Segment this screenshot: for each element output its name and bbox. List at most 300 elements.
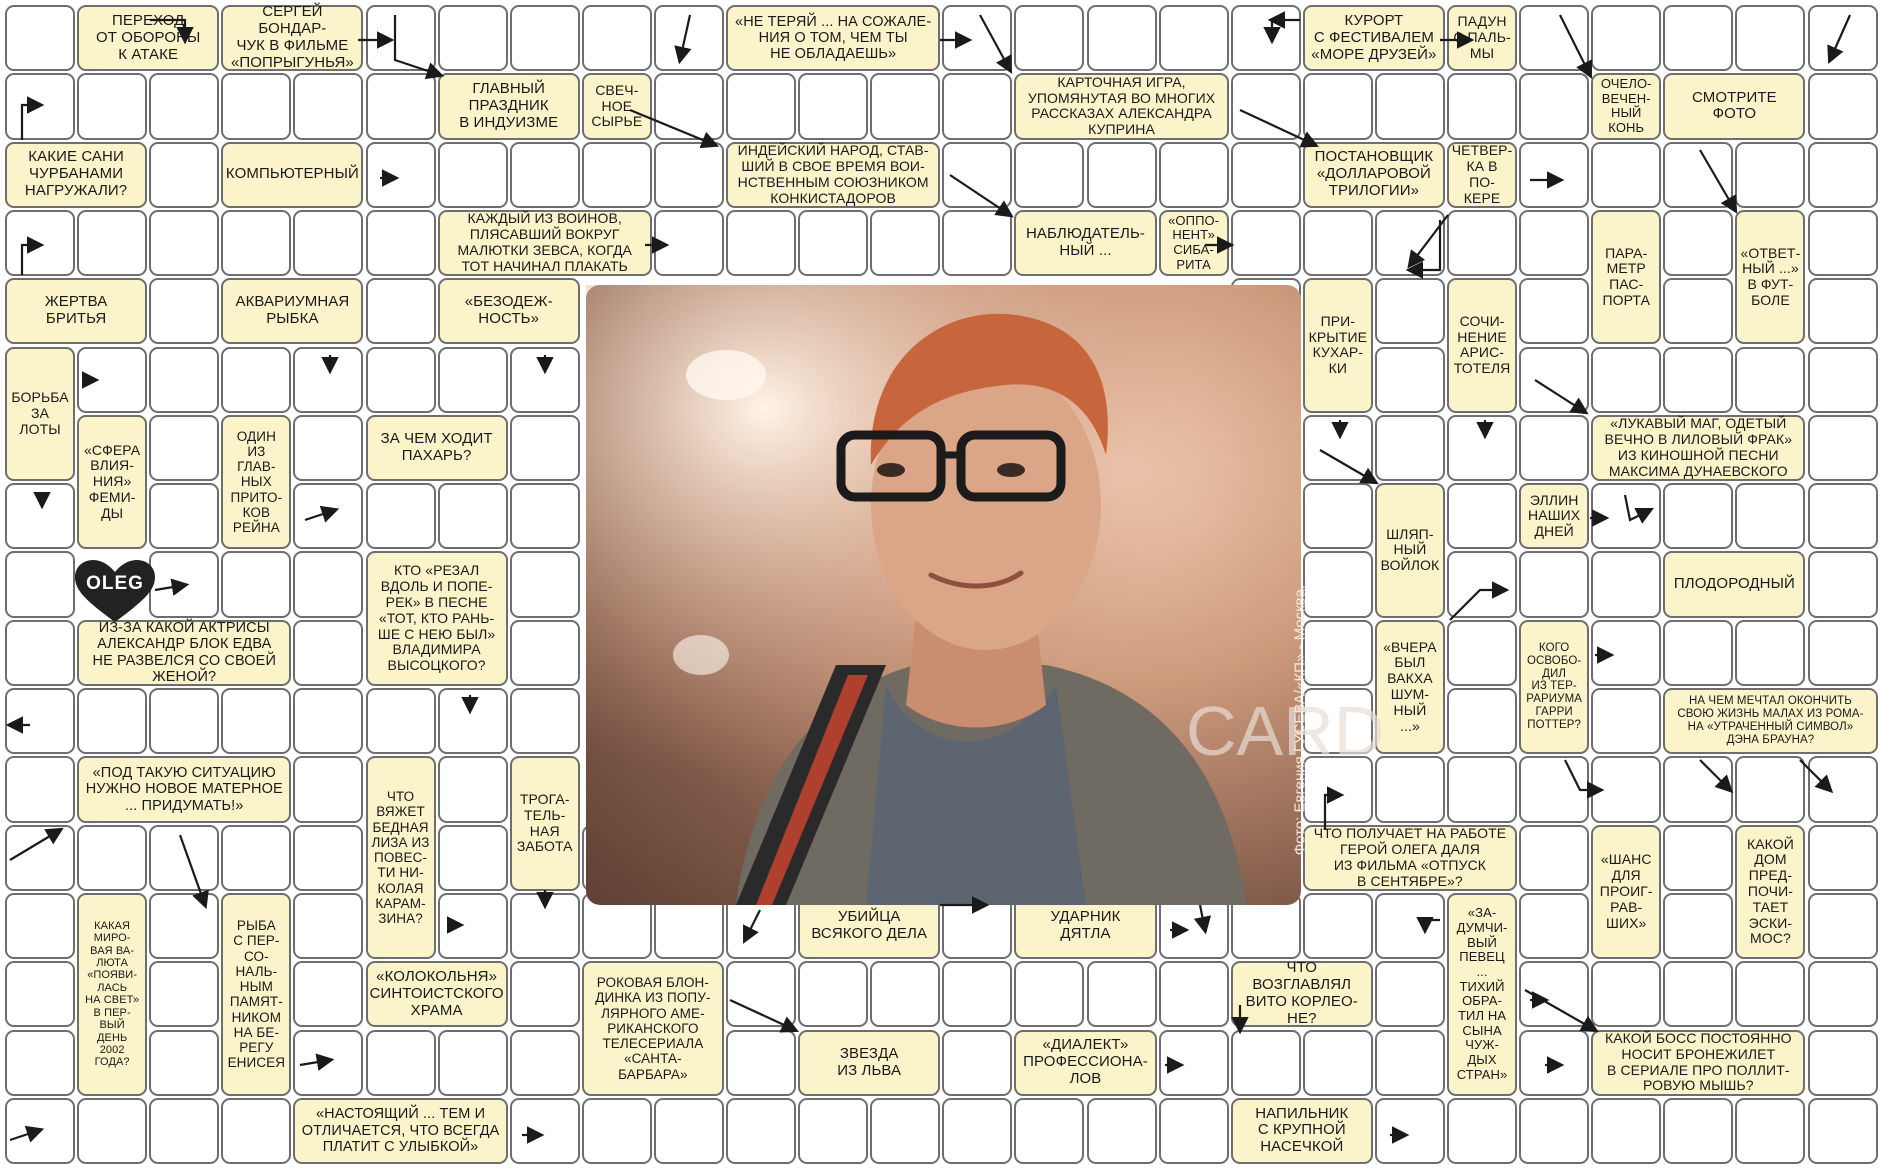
answer-cell[interactable] (1447, 415, 1517, 481)
answer-cell[interactable] (510, 620, 580, 686)
answer-cell[interactable] (1303, 210, 1373, 276)
answer-cell[interactable] (654, 1098, 724, 1164)
answer-cell[interactable] (1303, 893, 1373, 959)
answer-cell[interactable] (438, 825, 508, 891)
answer-cell[interactable] (654, 73, 724, 139)
answer-cell[interactable] (942, 961, 1012, 1027)
answer-cell[interactable] (1735, 483, 1805, 549)
clue-shlyapny (1375, 483, 1445, 618)
clue-text: КАКОЙ ДОМ ПРЕД- ПОЧИ- ТАЕТ ЭСКИ- МОС? (1746, 835, 1794, 947)
clue-text: КУРОРТ С ФЕСТИВАЛЕМ «МОРЕ ДРУЗЕЙ» (1311, 11, 1437, 63)
answer-cell[interactable] (1303, 415, 1373, 481)
clue-text: РЫБА С ПЕР- СО- НАЛЬ- НЫМ ПАМЯТ- НИКОМ НА БЕ- РЕГУ ЕНИСЕЯ (227, 918, 286, 1071)
clue-text: ПРИ- КРЫТИЕ КУХАР- КИ (1308, 312, 1368, 377)
answer-cell[interactable] (293, 210, 363, 276)
answer-cell[interactable] (1591, 620, 1661, 686)
answer-cell[interactable] (1808, 5, 1878, 71)
answer-cell[interactable] (1519, 825, 1589, 891)
answer-cell[interactable] (77, 825, 147, 891)
clue-ne-teryai (726, 5, 940, 71)
answer-cell[interactable] (1447, 1098, 1517, 1164)
answer-cell[interactable] (1808, 551, 1878, 617)
answer-cell[interactable] (1735, 347, 1805, 413)
answer-cell[interactable] (1591, 142, 1661, 208)
clue-na-chem-mechtal (1663, 688, 1877, 754)
answer-cell[interactable] (149, 688, 219, 754)
answer-cell[interactable] (726, 961, 796, 1027)
answer-cell[interactable] (221, 1098, 291, 1164)
answer-cell[interactable] (510, 142, 580, 208)
answer-cell[interactable] (1808, 347, 1878, 413)
clue-text: ТРОГА- ТЕЛЬ- НАЯ ЗАБОТА (516, 790, 573, 855)
answer-cell[interactable] (366, 1030, 436, 1096)
answer-cell[interactable] (293, 688, 363, 754)
clue-text: «ШАНС ДЛЯ ПРОИГ- РАВ- ШИХ» (1599, 851, 1653, 931)
answer-cell[interactable] (942, 142, 1012, 208)
clue-kogo-osvobodil (1519, 620, 1589, 755)
answer-cell[interactable] (1303, 483, 1373, 549)
clue-nastoyashchy (293, 1098, 507, 1164)
clue-text: УДАРНИК ДЯТЛА (1050, 908, 1121, 943)
clue-text: «ЛУКАВЫЙ МАГ, ОДЕТЫЙ ВЕЧНО В ЛИЛОВЫЙ ФРАК» ИЗ КИНОШНОЙ ПЕСНИ МАКСИМА ДУНАЕВСКОГО (1604, 415, 1793, 479)
clue-text: НАПИЛЬНИК С КРУПНОЙ НАСЕЧКОЙ (1255, 1104, 1349, 1156)
clue-za-chem (366, 415, 508, 481)
answer-cell[interactable] (1735, 756, 1805, 822)
answer-cell[interactable] (77, 73, 147, 139)
answer-cell[interactable] (293, 1030, 363, 1096)
answer-cell[interactable] (1375, 893, 1445, 959)
answer-cell[interactable] (1808, 142, 1878, 208)
answer-cell[interactable] (438, 347, 508, 413)
answer-cell[interactable] (366, 142, 436, 208)
answer-cell[interactable] (1808, 620, 1878, 686)
answer-cell[interactable] (5, 210, 75, 276)
clue-indeisky (726, 142, 940, 208)
answer-cell[interactable] (77, 688, 147, 754)
answer-cell[interactable] (1375, 756, 1445, 822)
clue-bezodezhnost (438, 278, 580, 344)
clue-text: СЕРГЕЙ БОНДАР- ЧУК В ФИЛЬМЕ «ПОПРЫГУНЬЯ» (230, 3, 354, 72)
answer-cell[interactable] (366, 278, 436, 344)
answer-cell[interactable] (1735, 961, 1805, 1027)
answer-cell[interactable] (1808, 961, 1878, 1027)
answer-cell[interactable] (293, 756, 363, 822)
clue-text: КАРТОЧНАЯ ИГРА, УПОМЯНУТАЯ ВО МНОГИХ РАССКАЗАХ АЛЕКСАНДРА КУПРИНА (1027, 73, 1216, 138)
answer-cell[interactable] (293, 483, 363, 549)
clue-text: «НАСТОЯЩИЙ ... ТЕМ И ОТЛИЧАЕТСЯ, ЧТО ВСЕГДА ПЛАТИТ С УЛЫБКОЙ» (301, 1106, 500, 1156)
answer-cell[interactable] (366, 688, 436, 754)
answer-cell[interactable] (1663, 347, 1733, 413)
clue-nablyudatelny (1014, 210, 1156, 276)
answer-cell[interactable] (293, 893, 363, 959)
clue-zadumchivy (1447, 893, 1517, 1096)
answer-cell[interactable] (1591, 688, 1661, 754)
clue-otvetny (1735, 210, 1805, 345)
clue-trogatelnaya (510, 756, 580, 891)
clue-text: КТО «РЕЗАЛ ВДОЛЬ И ПОПЕ- РЕК» В ПЕСНЕ «ТОТ, КТО РАНЬ- ШЕ С НЕЮ БЫЛ» ВЛАДИМИРА ВЫСОЦКОГО? (377, 562, 496, 674)
answer-cell[interactable] (221, 347, 291, 413)
clue-text: ПАДУН С ПАЛЬ- МЫ (1453, 13, 1511, 62)
answer-cell[interactable] (1735, 1098, 1805, 1164)
clue-rokovaya (582, 961, 724, 1096)
answer-cell[interactable] (1159, 1098, 1229, 1164)
answer-cell[interactable] (870, 210, 940, 276)
answer-cell[interactable] (1303, 1030, 1373, 1096)
answer-cell[interactable] (149, 483, 219, 549)
answer-cell[interactable] (1231, 5, 1301, 71)
answer-cell[interactable] (1375, 73, 1445, 139)
answer-cell[interactable] (1519, 278, 1589, 344)
answer-cell[interactable] (1087, 142, 1157, 208)
photo-credit: Фото: Евгения ГУСЕВА/«КП» - Москва. (1291, 585, 1308, 856)
answer-cell[interactable] (726, 1098, 796, 1164)
answer-cell[interactable] (293, 620, 363, 686)
answer-cell[interactable] (510, 347, 580, 413)
answer-cell[interactable] (5, 483, 75, 549)
clue-text: «ВЧЕРА БЫЛ ВАКХА ШУМ- НЫЙ ...» (1383, 638, 1437, 734)
answer-cell[interactable] (1663, 5, 1733, 71)
clue-dialekt (1014, 1030, 1156, 1096)
answer-cell[interactable] (77, 1098, 147, 1164)
answer-cell[interactable] (870, 1098, 940, 1164)
answer-cell[interactable] (1447, 483, 1517, 549)
answer-cell[interactable] (5, 961, 75, 1027)
answer-cell[interactable] (1014, 1098, 1084, 1164)
clue-ellin (1519, 483, 1589, 549)
clue-kakoy-boss (1591, 1030, 1805, 1096)
answer-cell[interactable] (1303, 73, 1373, 139)
answer-cell[interactable] (1591, 483, 1661, 549)
answer-cell[interactable] (1375, 210, 1445, 276)
answer-cell[interactable] (798, 961, 868, 1027)
clue-perekhod (77, 5, 219, 71)
clue-text: ПАРА- МЕТР ПАС- ПОРТА (1602, 244, 1651, 308)
clue-text: БОРЬБА ЗА ЛОТЫ (11, 389, 69, 437)
oleg-logo (75, 560, 155, 624)
answer-cell[interactable] (1447, 210, 1517, 276)
clue-kartochnaya (1014, 73, 1228, 139)
answer-cell[interactable] (1663, 961, 1733, 1027)
answer-cell[interactable] (149, 210, 219, 276)
answer-cell[interactable] (654, 210, 724, 276)
clue-text: «ОТВЕТ- НЫЙ ...» В ФУТ- БОЛЕ (1740, 244, 1801, 308)
answer-cell[interactable] (1519, 5, 1589, 71)
answer-cell[interactable] (1663, 620, 1733, 686)
clue-opponent (1159, 210, 1229, 276)
clue-text: «ЗА- ДУМЧИ- ВЫЙ ПЕВЕЦ ... ТИХИЙ ОБРА- ТИЛ НА СЫНА ЧУЖ- ДЫХ СТРАН» (1456, 905, 1508, 1082)
clue-napilnik (1231, 1098, 1373, 1164)
clue-vchera (1375, 620, 1445, 755)
answer-cell[interactable] (5, 893, 75, 959)
answer-cell[interactable] (149, 551, 219, 617)
answer-cell[interactable] (149, 1030, 219, 1096)
answer-cell[interactable] (1808, 415, 1878, 481)
answer-cell[interactable] (1159, 1030, 1229, 1096)
answer-cell[interactable] (1519, 893, 1589, 959)
answer-cell[interactable] (1663, 483, 1733, 549)
clue-postanovshchik (1303, 142, 1445, 208)
clue-text: «БЕЗОДЕЖ- НОСТЬ» (464, 293, 553, 328)
clue-zhertva (5, 278, 147, 344)
clue-text: ПЕРЕХОД ОТ ОБОРОНЫ К АТАКЕ (95, 11, 201, 63)
answer-cell[interactable] (1519, 415, 1589, 481)
answer-cell[interactable] (438, 1030, 508, 1096)
answer-cell[interactable] (1519, 551, 1589, 617)
answer-cell[interactable] (582, 1098, 652, 1164)
answer-cell[interactable] (1808, 73, 1878, 139)
answer-cell[interactable] (1735, 142, 1805, 208)
clue-kakaya-valyuta (77, 893, 147, 1096)
answer-cell[interactable] (1231, 73, 1301, 139)
answer-cell[interactable] (366, 347, 436, 413)
answer-cell[interactable] (1447, 73, 1517, 139)
answer-cell[interactable] (149, 825, 219, 891)
answer-cell[interactable] (1375, 347, 1445, 413)
clue-text: ОДИН ИЗ ГЛАВ- НЫХ ПРИТО- КОВ РЕЙНА (230, 428, 283, 536)
answer-cell[interactable] (798, 73, 868, 139)
answer-cell[interactable] (1519, 142, 1589, 208)
clue-text: КОГО ОСВОБО- ДИЛ ИЗ ТЕР- РАРИУМА ГАРРИ ПОТТЕР? (1526, 641, 1583, 732)
answer-cell[interactable] (221, 551, 291, 617)
answer-cell[interactable] (1014, 5, 1084, 71)
answer-cell[interactable] (1663, 1098, 1733, 1164)
answer-cell[interactable] (77, 210, 147, 276)
answer-cell[interactable] (1447, 756, 1517, 822)
answer-cell[interactable] (438, 893, 508, 959)
clue-text: КОМПЬЮТЕРНЫЙ (225, 165, 359, 183)
answer-cell[interactable] (1808, 825, 1878, 891)
answer-cell[interactable] (438, 483, 508, 549)
answer-cell[interactable] (1663, 756, 1733, 822)
answer-cell[interactable] (510, 415, 580, 481)
answer-cell[interactable] (726, 73, 796, 139)
clue-plodorodny (1663, 551, 1805, 617)
clue-borba (5, 347, 75, 482)
answer-cell[interactable] (510, 1030, 580, 1096)
answer-cell[interactable] (149, 1098, 219, 1164)
oleg-logo-text: OLEG (86, 573, 144, 594)
answer-cell[interactable] (149, 73, 219, 139)
answer-cell[interactable] (5, 73, 75, 139)
answer-cell[interactable] (1519, 961, 1589, 1027)
clue-text: АКВАРИУМНАЯ РЫБКА (235, 293, 350, 328)
answer-cell[interactable] (149, 347, 219, 413)
answer-cell[interactable] (149, 893, 219, 959)
answer-cell[interactable] (438, 142, 508, 208)
answer-cell[interactable] (942, 5, 1012, 71)
clue-text: ИЗ-ЗА КАКОЙ АКТРИСЫ АЛЕКСАНДР БЛОК ЕДВА НЕ РАЗВЕЛСЯ СО СВОЕЙ ЖЕНОЙ? (92, 620, 276, 686)
answer-cell[interactable] (149, 415, 219, 481)
answer-cell[interactable] (293, 825, 363, 891)
answer-cell[interactable] (5, 756, 75, 822)
answer-cell[interactable] (870, 961, 940, 1027)
clue-kolokolnya (366, 961, 508, 1027)
clue-sochinenie (1447, 278, 1517, 413)
answer-cell[interactable] (1808, 1098, 1878, 1164)
answer-cell[interactable] (1591, 347, 1661, 413)
clue-text: КАКАЯ МИРО- ВАЯ ВА- ЛЮТА «ПОЯВИ- ЛАСЬ НА СВЕТ» В ПЕР- ВЫЙ ДЕНЬ 2002 ГОДА? (85, 919, 140, 1069)
answer-cell[interactable] (221, 73, 291, 139)
answer-cell[interactable] (1519, 210, 1589, 276)
answer-cell[interactable] (221, 210, 291, 276)
answer-cell[interactable] (5, 5, 75, 71)
answer-cell[interactable] (1735, 5, 1805, 71)
answer-cell[interactable] (1519, 1030, 1589, 1096)
answer-cell[interactable] (1591, 756, 1661, 822)
clue-text: СОЧИ- НЕНИЕ АРИС- ТОТЕЛЯ (1453, 312, 1511, 377)
answer-cell[interactable] (1591, 1098, 1661, 1164)
answer-cell[interactable] (1159, 142, 1229, 208)
clue-svechnoe (582, 73, 652, 139)
clue-text: ЧТО ВОЗГЛАВЛЯЛ ВИТО КОРЛЕО- НЕ? (1245, 959, 1358, 1028)
clue-kompyuterny (221, 142, 363, 208)
answer-cell[interactable] (293, 73, 363, 139)
answer-cell[interactable] (1159, 5, 1229, 71)
answer-cell[interactable] (942, 73, 1012, 139)
clue-ryba (221, 893, 291, 1096)
answer-cell[interactable] (510, 551, 580, 617)
answer-cell[interactable] (510, 483, 580, 549)
answer-cell[interactable] (1231, 210, 1301, 276)
clue-text: «ПОД ТАКУЮ СИТУАЦИЮ НУЖНО НОВОЕ МАТЕРНОЕ ... ПРИДУМАТЬ!» (85, 764, 283, 814)
answer-cell[interactable] (1808, 278, 1878, 344)
answer-cell[interactable] (221, 825, 291, 891)
answer-cell[interactable] (1375, 415, 1445, 481)
answer-cell[interactable] (1591, 961, 1661, 1027)
clue-text: «КОЛОКОЛЬНЯ» СИНТОИСТСКОГО ХРАМА (369, 967, 504, 1019)
answer-cell[interactable] (77, 347, 147, 413)
answer-cell[interactable] (1447, 551, 1517, 617)
clue-text: «НЕ ТЕРЯЙ ... НА СОЖАЛЕ- НИЯ О ТОМ, ЧЕМ ТЫ НЕ ОБЛАДАЕШЬ» (735, 13, 932, 63)
answer-cell[interactable] (1663, 825, 1733, 891)
clue-text: РОКОВАЯ БЛОН- ДИНКА ИЗ ПОПУ- ЛЯРНОГО АМЕ- РИКАНСКОГО ТЕЛЕСЕРИАЛА «САНТА- БАРБАРА» (595, 975, 711, 1082)
answer-cell[interactable] (1735, 620, 1805, 686)
answer-cell[interactable] (510, 893, 580, 959)
clue-ochelovechenny (1591, 73, 1661, 139)
answer-cell[interactable] (5, 688, 75, 754)
answer-cell[interactable] (149, 961, 219, 1027)
answer-cell[interactable] (582, 5, 652, 71)
answer-cell[interactable] (942, 1098, 1012, 1164)
clue-kazhdy-voin (438, 210, 652, 276)
answer-cell[interactable] (654, 5, 724, 71)
clue-chto-vozglavlyal (1231, 961, 1373, 1027)
answer-cell[interactable] (5, 620, 75, 686)
answer-cell[interactable] (1375, 961, 1445, 1027)
answer-cell[interactable] (1014, 961, 1084, 1027)
answer-cell[interactable] (221, 688, 291, 754)
answer-cell[interactable] (149, 278, 219, 344)
answer-cell[interactable] (510, 1098, 580, 1164)
answer-cell[interactable] (1519, 73, 1589, 139)
answer-cell[interactable] (1303, 551, 1373, 617)
answer-cell[interactable] (1231, 1030, 1301, 1096)
answer-cell[interactable] (366, 5, 436, 71)
answer-cell[interactable] (366, 210, 436, 276)
answer-cell[interactable] (798, 210, 868, 276)
answer-cell[interactable] (366, 73, 436, 139)
answer-cell[interactable] (293, 347, 363, 413)
answer-cell[interactable] (1303, 620, 1373, 686)
answer-cell[interactable] (1591, 551, 1661, 617)
answer-cell[interactable] (510, 5, 580, 71)
clue-text: ИНДЕЙСКИЙ НАРОД, СТАВ- ШИЙ В СВОЕ ВРЕМЯ ВОИ- НСТВЕННЫМ СОЮЗНИКОМ КОНКИСТАДОРОВ (737, 142, 929, 206)
answer-cell[interactable] (1447, 688, 1517, 754)
answer-cell[interactable] (582, 142, 652, 208)
answer-cell[interactable] (1375, 278, 1445, 344)
answer-cell[interactable] (510, 961, 580, 1027)
clue-text: ЗА ЧЕМ ХОДИТ ПАХАРЬ? (380, 430, 493, 464)
answer-cell[interactable] (1087, 5, 1157, 71)
clue-kakie-sani (5, 142, 147, 208)
answer-cell[interactable] (438, 5, 508, 71)
answer-cell[interactable] (1519, 1098, 1589, 1164)
answer-cell[interactable] (1375, 1098, 1445, 1164)
answer-cell[interactable] (1087, 1098, 1157, 1164)
answer-cell[interactable] (726, 210, 796, 276)
answer-cell[interactable] (870, 73, 940, 139)
answer-cell[interactable] (1014, 142, 1084, 208)
answer-cell[interactable] (654, 142, 724, 208)
answer-cell[interactable] (293, 551, 363, 617)
answer-cell[interactable] (1808, 893, 1878, 959)
answer-cell[interactable] (1808, 210, 1878, 276)
answer-cell[interactable] (1808, 483, 1878, 549)
clue-sfera (77, 415, 147, 550)
clue-odin-iz-pritokov (221, 415, 291, 550)
answer-cell[interactable] (438, 756, 508, 822)
answer-cell[interactable] (1808, 756, 1878, 822)
answer-cell[interactable] (293, 415, 363, 481)
answer-cell[interactable] (5, 1098, 75, 1164)
answer-cell[interactable] (1375, 1030, 1445, 1096)
answer-cell[interactable] (1519, 347, 1589, 413)
answer-cell[interactable] (5, 825, 75, 891)
answer-cell[interactable] (1231, 142, 1301, 208)
answer-cell[interactable] (1519, 756, 1589, 822)
answer-cell[interactable] (942, 210, 1012, 276)
answer-cell[interactable] (1447, 620, 1517, 686)
answer-cell[interactable] (1663, 210, 1733, 276)
clue-text: «СФЕРА ВЛИЯ- НИЯ» ФЕМИ- ДЫ (84, 441, 141, 521)
answer-cell[interactable] (5, 1030, 75, 1096)
answer-cell[interactable] (1591, 5, 1661, 71)
answer-cell[interactable] (293, 961, 363, 1027)
answer-cell[interactable] (1087, 961, 1157, 1027)
answer-cell[interactable] (1808, 1030, 1878, 1096)
answer-cell[interactable] (1663, 278, 1733, 344)
answer-cell[interactable] (1663, 142, 1733, 208)
answer-cell[interactable] (5, 551, 75, 617)
clue-pod-takuyu (77, 756, 291, 822)
answer-cell[interactable] (366, 483, 436, 549)
clue-parametr (1591, 210, 1661, 345)
clue-chto-vyazhet (366, 756, 436, 959)
clue-text: «ДИАЛЕКТ» ПРОФЕССИОНА- ЛОВ (1023, 1036, 1148, 1088)
answer-cell[interactable] (942, 1030, 1012, 1096)
clue-text: ПЛОДОРОДНЫЙ (1673, 575, 1795, 593)
answer-cell[interactable] (726, 1030, 796, 1096)
clue-akvariumnaya (221, 278, 363, 344)
answer-cell[interactable] (798, 1098, 868, 1164)
answer-cell[interactable] (438, 688, 508, 754)
answer-cell[interactable] (1663, 893, 1733, 959)
clue-text: УБИЙЦА ВСЯКОГО ДЕЛА (811, 908, 928, 943)
answer-cell[interactable] (149, 142, 219, 208)
clue-text: ГЛАВНЫЙ ПРАЗДНИК В ИНДУИЗМЕ (459, 80, 559, 131)
answer-cell[interactable] (510, 688, 580, 754)
answer-cell[interactable] (1159, 961, 1229, 1027)
